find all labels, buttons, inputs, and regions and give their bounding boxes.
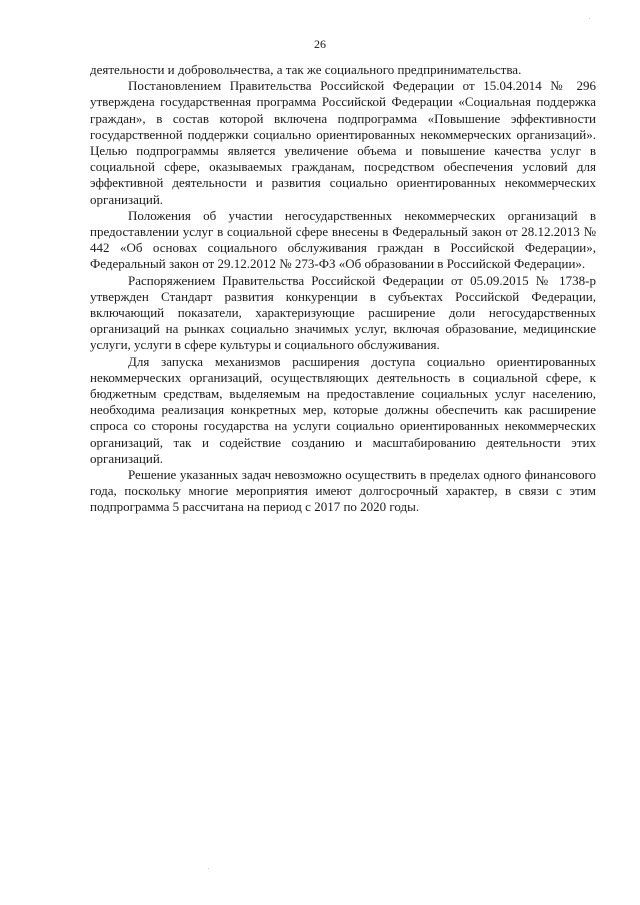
paragraph-resolution-296: Постановлением Правительства Российской Федерации от 15.04.2014 № 296 утверждена государственная программа Российской Федерации «Социальная поддержка граждан», в состав которой включена подпрограмма «Повышение эффективности государственной поддержки социально ориентированных некоммерческих организаций». Целью подпрограммы является увеличение объема и повышение качества услуг в социальной сфере, оказываемых гражданам, посредством обеспечения условий для эффективной деятельности и развития социально ориентированных некоммерческих организаций. bbox=[90, 78, 596, 207]
page-number: 26 bbox=[314, 37, 326, 51]
paragraph-continuation: деятельности и добровольчества, а так же социального предпринимательства. bbox=[90, 62, 522, 77]
paragraph-federal-laws: Положения об участии негосударственных некоммерческих организаций в предоставлении услуг в социальной сфере внесены в Федеральный закон от 28.12.2013 № 442 «Об основах социального обслуживания граждан в Российской Федерации», Федеральный закон от 29.12.2012 № 273-ФЗ «Об образовании в Российской Федерации». bbox=[90, 207, 596, 272]
scan-artifact bbox=[589, 18, 590, 19]
scan-artifact bbox=[208, 868, 209, 869]
paragraph-mechanisms: Для запуска механизмов расширения доступа социально ориентированных некоммерческих организаций, осуществляющих деятельность в социальной сфере, к бюджетным средствам, выделяемым на предоставление социальных услуг населению, необходима реализация конкретных мер, которые должны обеспечить как расширение спроса со стороны государства на услуги социально ориентированных некоммерческих организаций, так и содействие созданию и масштабированию деятельности этих организаций. bbox=[90, 353, 596, 466]
document-body bbox=[90, 62, 596, 516]
paragraph-order-1738: Распоряжением Правительства Российской Федерации от 05.09.2015 № 1738-р утвержден Стандарт развития конкуренции в субъектах Российской Федерации, включающий показатели, характеризующие расширение доли негосударственных организаций на рынках социально значимых услуг, включая образование, медицинские услуги, услуги в сфере культуры и социального обслуживания. bbox=[90, 272, 596, 353]
paragraph-period: Решение указанных задач невозможно осуществить в пределах одного финансового года, поскольку многие мероприятия имеют долгосрочный характер, в связи с этим подпрограмма 5 рассчитана на период с 2017 по 2020 годы. bbox=[90, 467, 596, 515]
